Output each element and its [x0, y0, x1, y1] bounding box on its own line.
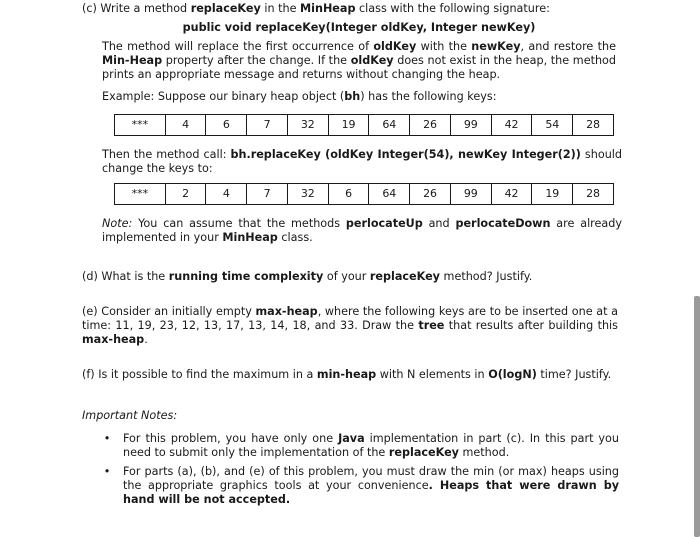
important-note-2: For parts (a), (b), and (e) of this problem, you must draw the min (or max) heaps using the appropriate graphics tools at your convenience. Heaps that were drawn by hand will be not accepted.	[123, 465, 619, 506]
important-note-1: For this problem, you have only one Java implementation in part (c). In this part you need to submit only the implementation of the replaceKey method.	[123, 432, 619, 459]
keys-after-table	[114, 183, 614, 205]
part-c-note: Note: You can assume that the methods perlocateUp and perlocateDown are already implemented in your MinHeap class.	[102, 217, 622, 244]
key-cell: 42	[491, 184, 532, 204]
key-cell: 26	[409, 115, 450, 135]
key-cell: 6	[205, 115, 246, 135]
key-cell: ***	[131, 187, 149, 200]
part-c-description: The method will replace the first occurrence of oldKey with the newKey, and restore the Min-Heap property after the change. If the oldKey does not exist in the heap, the method prints an appropriate message and returns without changing the heap.	[102, 40, 616, 81]
key-cell: 7	[246, 115, 287, 135]
key-cell: 64	[368, 184, 409, 204]
method-signature: public void replaceKey(Integer oldKey, Integer newKey)	[182, 21, 536, 34]
key-cell: 2	[165, 184, 206, 204]
key-cell: 4	[165, 115, 206, 135]
part-d-question: (d) What is the running time complexity of your replaceKey method? Justify.	[82, 270, 533, 283]
key-cell: 6	[328, 184, 369, 204]
key-cell: 42	[491, 115, 532, 135]
bullet-icon: •	[103, 465, 111, 478]
key-cell: 7	[246, 184, 287, 204]
part-f-question: (f) Is it possible to find the maximum in a min-heap with N elements in O(logN) time? Justify.	[82, 368, 612, 381]
vertical-scrollbar[interactable]	[694, 296, 700, 537]
method-call-text: Then the method call: bh.replaceKey (oldKey Integer(54), newKey Integer(2)) should change the keys to:	[102, 148, 622, 175]
key-cell: 32	[287, 184, 328, 204]
key-cell: 19	[328, 115, 369, 135]
example-text: Example: Suppose our binary heap object (bh) has the following keys:	[102, 90, 497, 103]
key-cell: 32	[287, 115, 328, 135]
key-cell: 4	[205, 184, 246, 204]
key-cell: 99	[450, 184, 491, 204]
key-cell: 26	[409, 184, 450, 204]
bullet-icon: •	[103, 432, 111, 445]
part-c-intro: (c) Write a method replaceKey in the MinHeap class with the following signature:	[82, 2, 550, 15]
key-cell: 19	[531, 184, 572, 204]
key-cell: 64	[368, 115, 409, 135]
key-cell: ***	[131, 118, 149, 131]
key-cell: 99	[450, 115, 491, 135]
key-cell: 28	[572, 115, 613, 135]
key-cell: 54	[531, 115, 572, 135]
important-notes-heading: Important Notes:	[82, 409, 178, 422]
key-cell: 28	[572, 184, 613, 204]
keys-before-table	[114, 114, 614, 136]
part-e-question: (e) Consider an initially empty max-heap, where the following keys are to be inserted one at a time: 11, 19, 23, 12, 13, 17, 13, 14, 18, and 33. Draw the tree that results after building this max-heap.	[82, 305, 618, 346]
